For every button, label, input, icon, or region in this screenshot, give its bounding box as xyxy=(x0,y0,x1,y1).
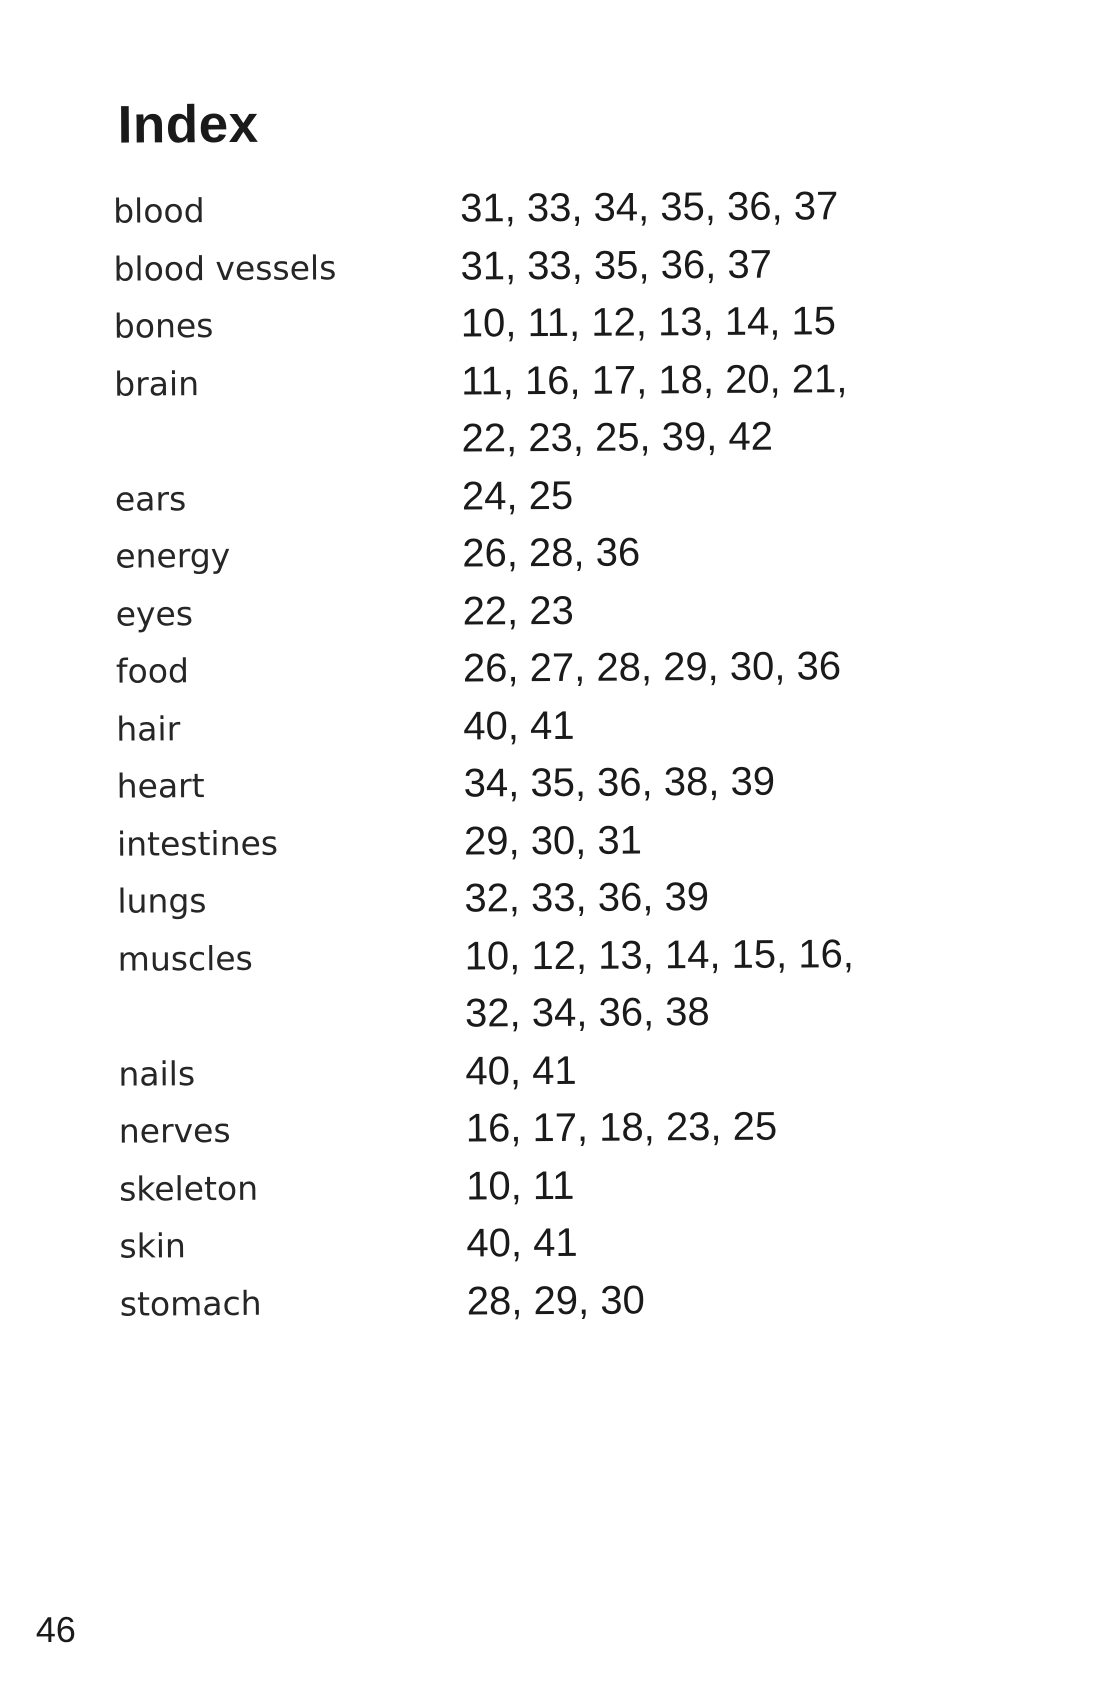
index-pages: 40, 41 xyxy=(466,1220,578,1266)
index-term: heart xyxy=(116,766,205,806)
index-entry xyxy=(113,177,973,240)
page-number: 46 xyxy=(35,1608,76,1651)
index-entry xyxy=(119,1155,979,1218)
index-term: energy xyxy=(115,535,231,576)
index-entry xyxy=(115,522,975,585)
index-entry xyxy=(115,580,975,643)
index-pages: 29, 30, 31 xyxy=(463,817,643,864)
index-pages: 40, 41 xyxy=(465,1048,577,1094)
index-term: bones xyxy=(113,306,214,346)
index-term: food xyxy=(115,651,190,691)
index-entry xyxy=(120,1270,980,1333)
index-pages: 32, 33, 36, 39 xyxy=(464,875,710,921)
index-pages: 10, 11 xyxy=(465,1163,575,1209)
index-term: blood vessels xyxy=(113,247,337,289)
index-term: nerves xyxy=(118,1110,231,1151)
index-term: intestines xyxy=(116,823,279,864)
index-term: blood xyxy=(113,191,205,231)
index-entry xyxy=(114,350,975,470)
index-entry xyxy=(118,925,979,1045)
index-entry xyxy=(116,695,976,758)
page-title: Index xyxy=(117,94,259,155)
index-term: ears xyxy=(114,478,187,519)
index-term: muscles xyxy=(117,938,253,979)
index-pages: 11, 16, 17, 18, 20, 21, 22, 23, 25, 39, 42 xyxy=(461,356,848,461)
index-entry xyxy=(113,235,973,298)
index-term: stomach xyxy=(119,1283,262,1324)
index-term: eyes xyxy=(115,593,194,634)
index-entry xyxy=(118,1040,978,1103)
index-pages: 31, 33, 34, 35, 36, 37 xyxy=(460,184,839,231)
index-pages: 34, 35, 36, 38, 39 xyxy=(463,759,776,806)
index-list xyxy=(113,177,980,1332)
index-term: brain xyxy=(114,363,200,404)
index-pages: 40, 41 xyxy=(463,703,575,749)
index-entry xyxy=(117,867,977,930)
index-entry xyxy=(116,752,976,815)
index-pages: 31, 33, 35, 36, 37 xyxy=(460,242,773,289)
index-pages: 26, 27, 28, 29, 30, 36 xyxy=(462,644,842,691)
index-term: skeleton xyxy=(119,1168,259,1209)
index-term: skin xyxy=(119,1226,186,1266)
index-pages: 28, 29, 30 xyxy=(466,1277,645,1324)
index-entry xyxy=(117,810,977,873)
index-pages: 26, 28, 36 xyxy=(462,530,641,576)
index-entry xyxy=(115,465,975,528)
index-entry xyxy=(114,292,974,355)
index-term: lungs xyxy=(117,881,207,921)
index-term: nails xyxy=(118,1053,196,1094)
index-pages: 22, 23 xyxy=(462,588,574,634)
index-entry xyxy=(119,1212,979,1275)
index-pages: 10, 11, 12, 13, 14, 15 xyxy=(460,299,837,346)
index-term: hair xyxy=(116,708,181,749)
index-pages: 16, 17, 18, 23, 25 xyxy=(465,1104,778,1151)
index-entry xyxy=(119,1097,979,1160)
index-entry xyxy=(116,637,976,700)
index-pages: 10, 12, 13, 14, 15, 16, 32, 34, 36, 38 xyxy=(464,931,855,1036)
index-pages: 24, 25 xyxy=(461,473,574,519)
